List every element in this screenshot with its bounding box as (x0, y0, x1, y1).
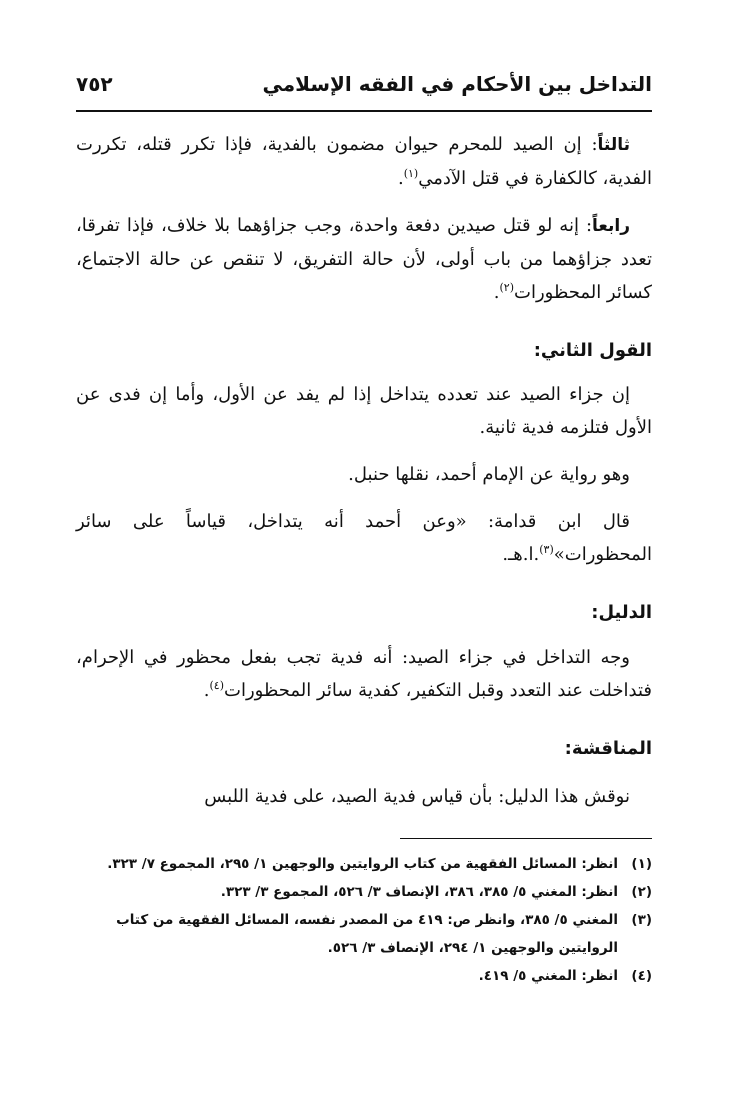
footnote-text: انظر: المسائل الفقهية من كتاب الروايتين والوجهين ١/ ٢٩٥، المجموع ٧/ ٣٢٣. (107, 856, 618, 872)
footnote-ref: (٢) (499, 281, 514, 294)
footnote-number: (١) (631, 856, 652, 872)
paragraph-text: وجه التداخل في جزاء الصيد: أنه فدية تجب بفعل محظور في الإحرام، فتداخلت عند التعدد وقبل التكفير، كفدية سائر المحظورات (76, 647, 652, 701)
paragraph-narration: وهو رواية عن الإمام أحمد، نقلها حنبل. (348, 464, 630, 485)
paragraph-evidence (76, 641, 652, 707)
heading-discussion: المناقشة: (564, 738, 652, 759)
footnote-text: انظر: المغني ٥/ ٤١٩. (478, 968, 618, 984)
body-block-1 (76, 128, 652, 309)
paragraph-lead: ثالثاً (597, 135, 630, 155)
footnote-text: المغني ٥/ ٣٨٥، وانظر ص: ٤١٩ من المصدر نفسه، المسائل الفقهية من كتاب الروايتين والوجهين ١/ ٢٩٤، الإنصاف ٣/ ٥٢٦. (116, 912, 618, 956)
body-block-4 (76, 780, 652, 813)
paragraph-third-reason (76, 128, 652, 195)
footnote-ref: (١) (403, 167, 419, 180)
paragraph-end: . (493, 282, 500, 303)
page-number: ٧٥٢ (76, 72, 113, 96)
paragraph-end: . (203, 680, 210, 701)
footnote (76, 850, 652, 878)
paragraph-end: .ا.هـ. (502, 544, 540, 565)
footnote (76, 962, 652, 990)
paragraph-text: : إنه لو قتل صيدين دفعة واحدة، وجب جزاؤهما بلا خلاف، فإذا تفرقا، تعدد جزاؤهما من باب أولى، لأن حالة التفريق، لا تنقص عن حالة الاجتماع، كسائر المحظورات (76, 215, 652, 303)
body-block-2 (76, 378, 652, 571)
paragraph-text: قال ابن قدامة: «وعن أحمد أنه يتداخل، قياساً على سائر المحظورات» (76, 511, 652, 565)
heading-second-opinion: القول الثاني: (533, 340, 652, 361)
paragraph-fourth-reason (76, 209, 652, 309)
paragraph-opinion: إن جزاء الصيد عند تعدده يتداخل إذا لم يفد عن الأول، وأما إن فدى عن الأول فتلزمه فدية ثانية. (76, 384, 652, 438)
footnote (76, 906, 652, 962)
body-block-3 (76, 641, 652, 707)
paragraph-end: . (397, 168, 404, 189)
footnote-separator (400, 838, 652, 839)
paragraph-quote (76, 505, 652, 571)
footnote-ref: (٤) (209, 679, 225, 692)
footnote-number: (٣) (631, 912, 652, 928)
running-title: التداخل بين الأحكام في الفقه الإسلامي (262, 72, 652, 96)
paragraph-lead: رابعاً (592, 216, 630, 236)
paragraph-text: : إن الصيد للمحرم حيوان مضمون بالفدية، فإذا تكرر قتله، تكررت الفدية، كالكفارة في قتل الآدمي (76, 134, 652, 189)
footnote (76, 878, 652, 906)
footnote-number: (٤) (631, 968, 652, 984)
heading-evidence: الدليل: (591, 602, 652, 623)
running-header (76, 68, 652, 112)
paragraph-discussion: نوقش هذا الدليل: بأن قياس فدية الصيد، على فدية اللبس (204, 786, 630, 807)
footnotes (76, 850, 652, 990)
footnote-ref: (٣) (539, 543, 554, 556)
footnote-text: انظر: المغني ٥/ ٣٨٥، ٣٨٦، الإنصاف ٣/ ٥٢٦، المجموع ٣/ ٣٢٣. (220, 884, 618, 900)
footnote-number: (٢) (631, 884, 652, 900)
